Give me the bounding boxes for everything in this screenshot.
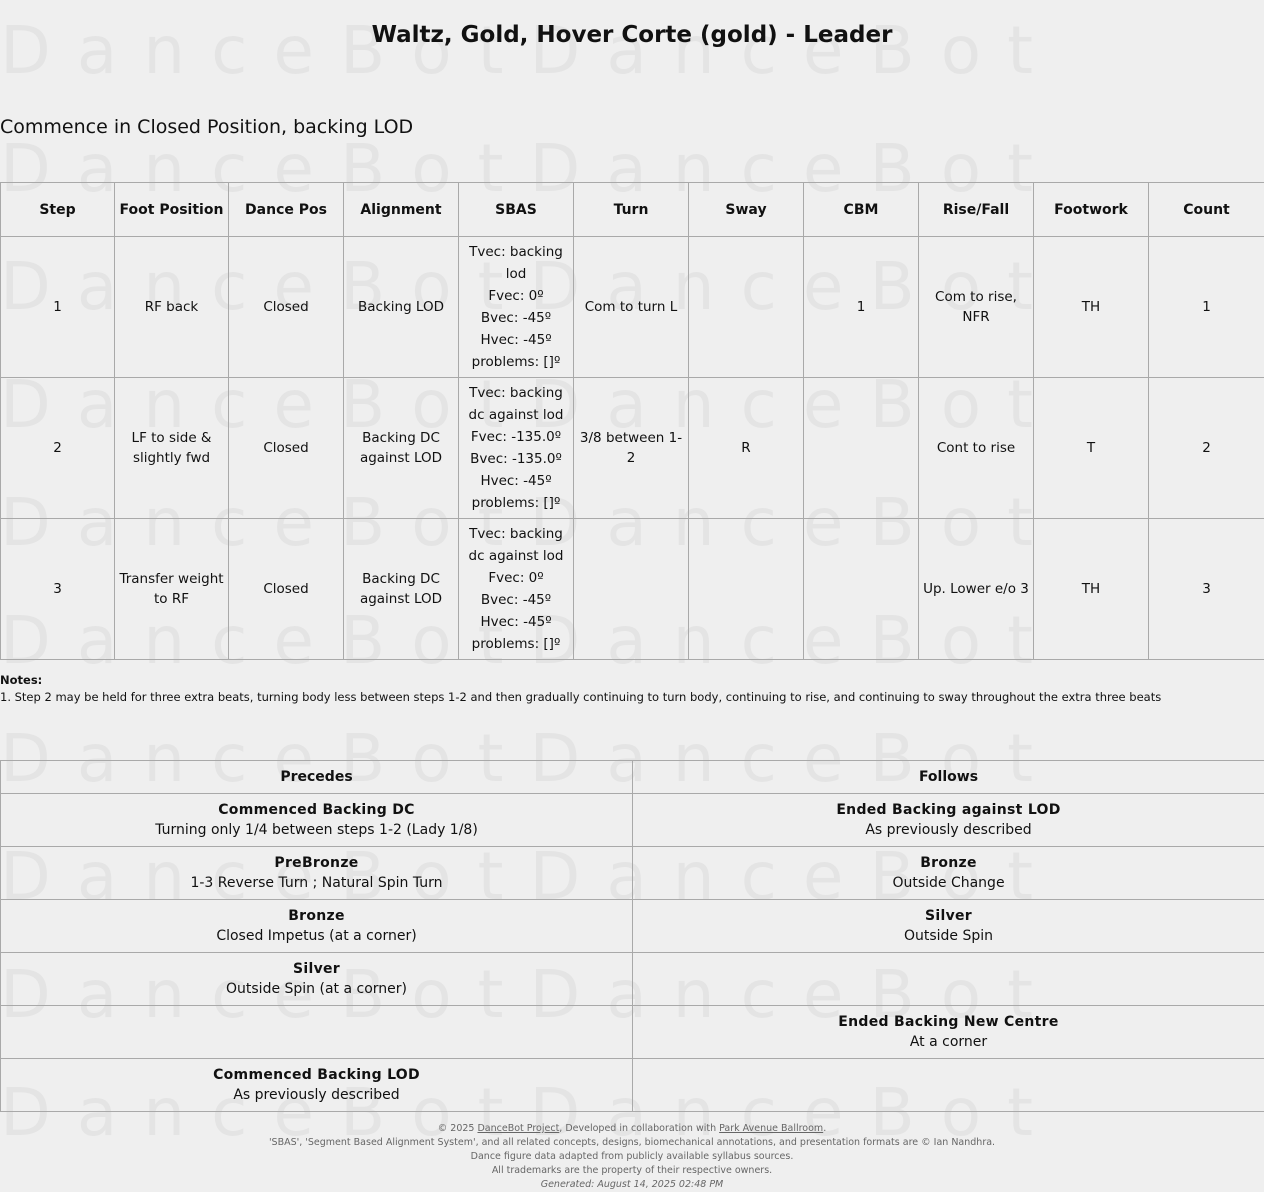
collab-end: . — [823, 1123, 827, 1134]
footer-copyright — [0, 1122, 1264, 1136]
precedes-title: Silver — [292, 961, 340, 977]
precedes-cell — [1, 900, 633, 953]
header-footwork: Footwork — [1034, 183, 1149, 237]
precedes-subtitle: 1-3 Reverse Turn ; Natural Spin Turn — [190, 875, 443, 891]
dancebot-project-link[interactable]: DanceBot Project — [477, 1123, 560, 1134]
footer — [0, 1122, 1264, 1192]
cell-count: 1 — [1149, 237, 1264, 378]
follows-cell — [633, 1006, 1264, 1059]
sbas-hvec: Hvec: -45º — [480, 614, 552, 630]
follows-cell — [633, 847, 1264, 900]
table-row — [1, 519, 1264, 660]
precedes-title: PreBronze — [274, 855, 359, 871]
table-row — [1, 1006, 1264, 1059]
cell-rise-fall: Cont to rise — [919, 378, 1034, 519]
follows-title: Ended Backing New Centre — [838, 1014, 1059, 1030]
cell-sbas — [459, 237, 574, 378]
table-row — [1, 237, 1264, 378]
cell-sbas — [459, 378, 574, 519]
commence-heading: Commence in Closed Position, backing LOD — [0, 116, 414, 138]
follows-subtitle: Outside Change — [892, 875, 1005, 891]
follows-cell — [633, 1059, 1264, 1112]
header-foot-position: Foot Position — [115, 183, 229, 237]
header-dance-pos: Dance Pos — [229, 183, 344, 237]
sbas-fvec: Fvec: 0º — [488, 570, 544, 586]
table-row — [1, 1059, 1264, 1112]
footer-generated: Generated: August 14, 2025 02:48 PM — [540, 1179, 724, 1190]
cell-cbm — [804, 378, 919, 519]
header-count: Count — [1149, 183, 1264, 237]
table-row — [1, 847, 1264, 900]
follows-title: Ended Backing against LOD — [836, 802, 1061, 818]
precedes-follows-table — [0, 760, 1264, 1112]
relations-header-row — [1, 761, 1264, 794]
precedes-header: Precedes — [1, 761, 633, 794]
sbas-bvec: Bvec: -45º — [480, 310, 552, 326]
sbas-fvec: Fvec: -135.0º — [470, 429, 562, 445]
header-alignment: Alignment — [344, 183, 459, 237]
cell-sway: R — [689, 378, 804, 519]
cell-sway — [689, 519, 804, 660]
copyright-prefix: © 2025 — [437, 1123, 478, 1134]
cell-foot-position: RF back — [115, 237, 229, 378]
cell-step: 2 — [1, 378, 115, 519]
precedes-subtitle: Outside Spin (at a corner) — [226, 981, 407, 997]
precedes-title: Commenced Backing DC — [218, 802, 415, 818]
precedes-title: Bronze — [288, 908, 345, 924]
cell-dance-pos: Closed — [229, 237, 344, 378]
cell-alignment: Backing LOD — [344, 237, 459, 378]
follows-cell — [633, 794, 1264, 847]
follows-title: Silver — [924, 908, 972, 924]
notes-section — [0, 672, 1264, 706]
table-row — [1, 378, 1264, 519]
cell-foot-position: Transfer weight to RF — [115, 519, 229, 660]
collab-text: , Developed in collaboration with — [559, 1123, 720, 1134]
follows-title: Bronze — [920, 855, 977, 871]
sbas-tvec: Tvec: backing lod — [469, 244, 563, 282]
cell-alignment: Backing DC against LOD — [344, 519, 459, 660]
cell-turn — [574, 519, 689, 660]
page-title: Waltz, Gold, Hover Corte (gold) - Leader — [371, 22, 893, 48]
cell-count: 3 — [1149, 519, 1264, 660]
follows-cell — [633, 900, 1264, 953]
cell-cbm: 1 — [804, 237, 919, 378]
follows-subtitle: Outside Spin — [903, 928, 994, 944]
cell-sbas — [459, 519, 574, 660]
cell-foot-position: LF to side & slightly fwd — [115, 378, 229, 519]
header-cbm: CBM — [804, 183, 919, 237]
precedes-cell — [1, 953, 633, 1006]
follows-subtitle: At a corner — [909, 1034, 988, 1050]
steps-table — [0, 182, 1264, 660]
header-sway: Sway — [689, 183, 804, 237]
sbas-problems: problems: []º — [471, 495, 561, 511]
footer-data-source: Dance figure data adapted from publicly available syllabus sources. — [470, 1151, 794, 1162]
cell-step: 1 — [1, 237, 115, 378]
cell-turn: Com to turn L — [574, 237, 689, 378]
sbas-fvec: Fvec: 0º — [488, 288, 544, 304]
cell-footwork: TH — [1034, 237, 1149, 378]
follows-cell — [633, 953, 1264, 1006]
cell-turn: 3/8 between 1-2 — [574, 378, 689, 519]
cell-footwork: T — [1034, 378, 1149, 519]
sbas-hvec: Hvec: -45º — [480, 473, 552, 489]
cell-step: 3 — [1, 519, 115, 660]
follows-header: Follows — [633, 761, 1264, 794]
precedes-subtitle: Turning only 1/4 between steps 1-2 (Lady 1/8) — [155, 822, 478, 838]
notes-label: Notes: — [0, 673, 43, 687]
sbas-tvec: Tvec: backing dc against lod — [468, 385, 564, 423]
sbas-bvec: Bvec: -45º — [480, 592, 552, 608]
cell-footwork: TH — [1034, 519, 1149, 660]
cell-rise-fall: Up. Lower e/o 3 — [919, 519, 1034, 660]
sbas-bvec: Bvec: -135.0º — [470, 451, 562, 467]
precedes-cell — [1, 794, 633, 847]
precedes-cell — [1, 847, 633, 900]
table-row — [1, 953, 1264, 1006]
header-turn: Turn — [574, 183, 689, 237]
sbas-tvec: Tvec: backing dc against lod — [468, 526, 564, 564]
follows-subtitle: As previously described — [865, 822, 1032, 838]
footer-sbas-notice: 'SBAS', 'Segment Based Alignment System', and all related concepts, designs, biomechanical annotations, and presentation formats are © Ian Nandhra. — [268, 1137, 996, 1148]
header-sbas: SBAS — [459, 183, 574, 237]
cell-rise-fall: Com to rise, NFR — [919, 237, 1034, 378]
park-avenue-ballroom-link[interactable]: Park Avenue Ballroom — [719, 1123, 824, 1134]
sbas-problems: problems: []º — [471, 636, 561, 652]
precedes-cell — [1, 1059, 633, 1112]
steps-header-row — [1, 183, 1264, 237]
cell-alignment: Backing DC against LOD — [344, 378, 459, 519]
cell-cbm — [804, 519, 919, 660]
table-row — [1, 794, 1264, 847]
cell-sway — [689, 237, 804, 378]
cell-count: 2 — [1149, 378, 1264, 519]
precedes-title: Commenced Backing LOD — [213, 1067, 420, 1083]
header-step: Step — [1, 183, 115, 237]
footer-trademarks: All trademarks are the property of their respective owners. — [491, 1165, 773, 1176]
cell-dance-pos: Closed — [229, 378, 344, 519]
header-rise-fall: Rise/Fall — [919, 183, 1034, 237]
note-item: 1. Step 2 may be held for three extra beats, turning body less between steps 1-2 and then gradually continuing to turn body, continuing to rise, and continuing to sway throughout the extra three beats — [0, 690, 1162, 704]
precedes-cell — [1, 1006, 633, 1059]
sbas-hvec: Hvec: -45º — [480, 332, 552, 348]
precedes-subtitle: Closed Impetus (at a corner) — [216, 928, 417, 944]
precedes-subtitle: As previously described — [233, 1087, 400, 1103]
cell-dance-pos: Closed — [229, 519, 344, 660]
sbas-problems: problems: []º — [471, 354, 561, 370]
table-row — [1, 900, 1264, 953]
